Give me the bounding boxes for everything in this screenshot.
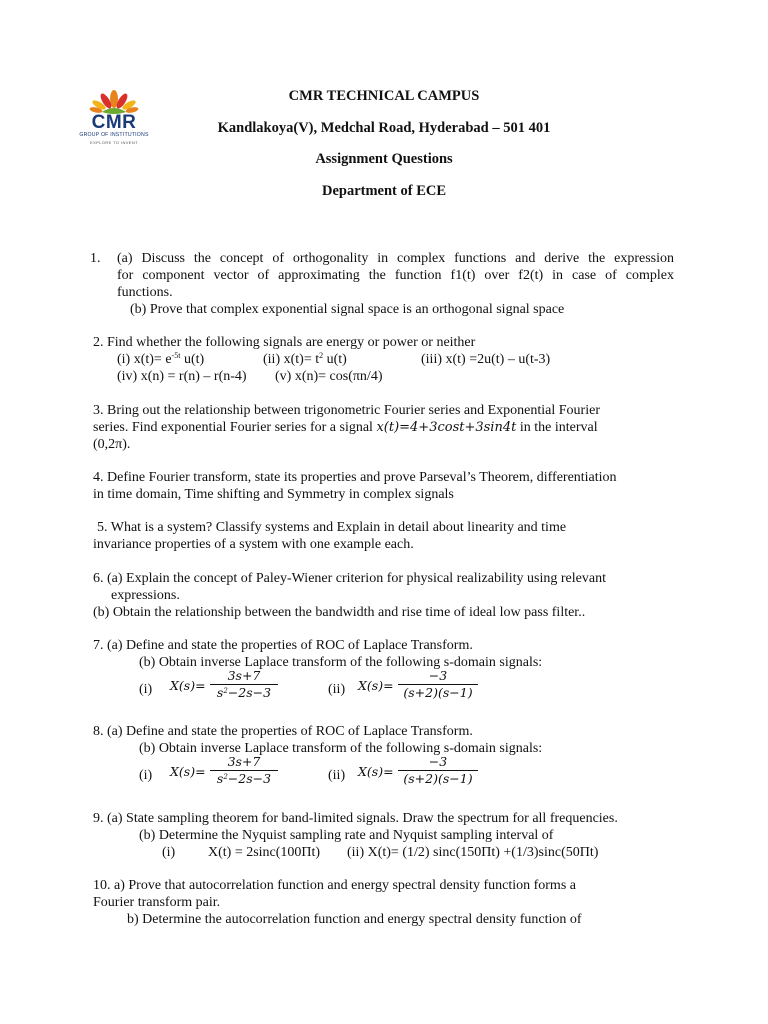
- q10-part-a-line1: 10. a) Prove that autocorrelation function and energy spectral density function forms a: [93, 878, 576, 893]
- q7-ii-label: (ii): [328, 682, 346, 697]
- q8-i-fraction: $\frac{3s+7}{s^2-2s-3}$: [210, 754, 278, 787]
- q2-item-ii: (ii) $x(t)= t^2$ u(t): [263, 351, 347, 367]
- q7-i-lhs: X(s)=: [170, 678, 206, 693]
- department-name: Department of ECE: [321, 183, 447, 199]
- q6-line3: (b) Obtain the relationship between the bandwidth and rise time of ideal low pass filter..: [93, 605, 586, 620]
- q1-part-a-line2: for component vector of approximating the function f1(t) over f2(t) in case of complex: [117, 268, 674, 283]
- q7-i-fraction: $\frac{3s+7}{s^2-2s-3}$: [210, 668, 278, 701]
- q7-part-a: 7. (a) Define and state the properties of ROC of Laplace Transform.: [93, 638, 473, 653]
- q8-ii-label: (ii): [328, 768, 346, 783]
- q9-part-b: (b) Determine the Nyquist sampling rate and Nyquist sampling interval of: [139, 828, 554, 843]
- q9-i-label: (i): [162, 845, 176, 860]
- q10-part-b: b) Determine the autocorrelation function and energy spectral density function of: [127, 912, 582, 927]
- q8-i-label: (i): [139, 768, 153, 783]
- q1-part-a-line1: (a) Discuss the concept of orthogonality in complex functions and derive the expression: [117, 251, 674, 266]
- q3-line3: (0,2π).: [93, 437, 131, 452]
- q8-part-b: (b) Obtain inverse Laplace transform of the following s-domain signals:: [139, 741, 543, 756]
- q1-number: 1.: [90, 251, 101, 266]
- institution-address: Kandlakoya(V), Medchal Road, Hyderabad – 501 401: [217, 120, 551, 136]
- q6-line1: 6. (a) Explain the concept of Paley-Wiener criterion for physical realizability using relevant: [93, 571, 606, 586]
- q1-part-a-line3: functions.: [117, 285, 173, 300]
- q2-item-iii: (iii) x(t) =2u(t) – u(t-3): [421, 352, 551, 367]
- q9-part-a: 9. (a) State sampling theorem for band-limited signals. Draw the spectrum for all frequencies.: [93, 811, 618, 826]
- q5-line1: 5. What is a system? Classify systems and Explain in detail about linearity and time: [97, 520, 567, 535]
- q2-item-iv: (iv) x(n) = r(n) – r(n-4): [117, 369, 247, 384]
- logo-tagline: EXPLORE TO INVENT: [90, 140, 138, 145]
- q2-item-i: (i) $x(t)= e^{-5t}$ u(t): [117, 351, 205, 367]
- q9-i-expression: X(t) = 2sinc(100Πt): [208, 845, 321, 860]
- document-title: Assignment Questions: [315, 151, 453, 167]
- logo-group: GROUP OF INSTITUTIONS: [79, 132, 149, 138]
- q3-line1: 3. Bring out the relationship between trigonometric Fourier series and Exponential Fourier: [93, 403, 600, 418]
- q7-ii-fraction: $\frac{-3}{(s+2)(s-1)}$: [398, 668, 478, 701]
- q1-part-b: (b) Prove that complex exponential signal space is an orthogonal signal space: [130, 302, 565, 317]
- q4-line2: in time domain, Time shifting and Symmetry in complex signals: [93, 487, 454, 502]
- logo-name: CMR: [91, 112, 137, 133]
- q8-part-a: 8. (a) Define and state the properties of ROC of Laplace Transform.: [93, 724, 473, 739]
- q8-ii-fraction: $\frac{-3}{(s+2)(s-1)}$: [398, 754, 478, 787]
- q7-i-label: (i): [139, 682, 153, 697]
- q8-ii-lhs: X(s)=: [358, 764, 394, 779]
- q6-line2: expressions.: [111, 588, 180, 603]
- q2-intro: 2. Find whether the following signals are energy or power or neither: [93, 335, 476, 350]
- q5-line2: invariance properties of a system with one example each.: [93, 537, 414, 552]
- q2-item-v: (v) x(n)= cos(πn/4): [275, 369, 383, 384]
- institution-title: CMR TECHNICAL CAMPUS: [288, 88, 480, 104]
- q3-line2: series. Find exponential Fourier series for a signal x(t)=4+3cost+3sin4t in the interval: [93, 420, 598, 435]
- q7-part-b: (b) Obtain inverse Laplace transform of the following s-domain signals:: [139, 655, 543, 670]
- q8-i-lhs: X(s)=: [170, 764, 206, 779]
- q10-part-a-line2: Fourier transform pair.: [93, 895, 221, 910]
- q7-ii-lhs: X(s)=: [358, 678, 394, 693]
- q4-line1: 4. Define Fourier transform, state its properties and prove Parseval’s Theorem, differentiation: [93, 470, 617, 485]
- q9-ii-expression: (ii) X(t)= (1/2) sinc(150Πt) +(1/3)sinc(50Πt): [347, 845, 599, 860]
- q3-signal-equation: x(t)=4+3cost+3sin4t: [376, 420, 517, 435]
